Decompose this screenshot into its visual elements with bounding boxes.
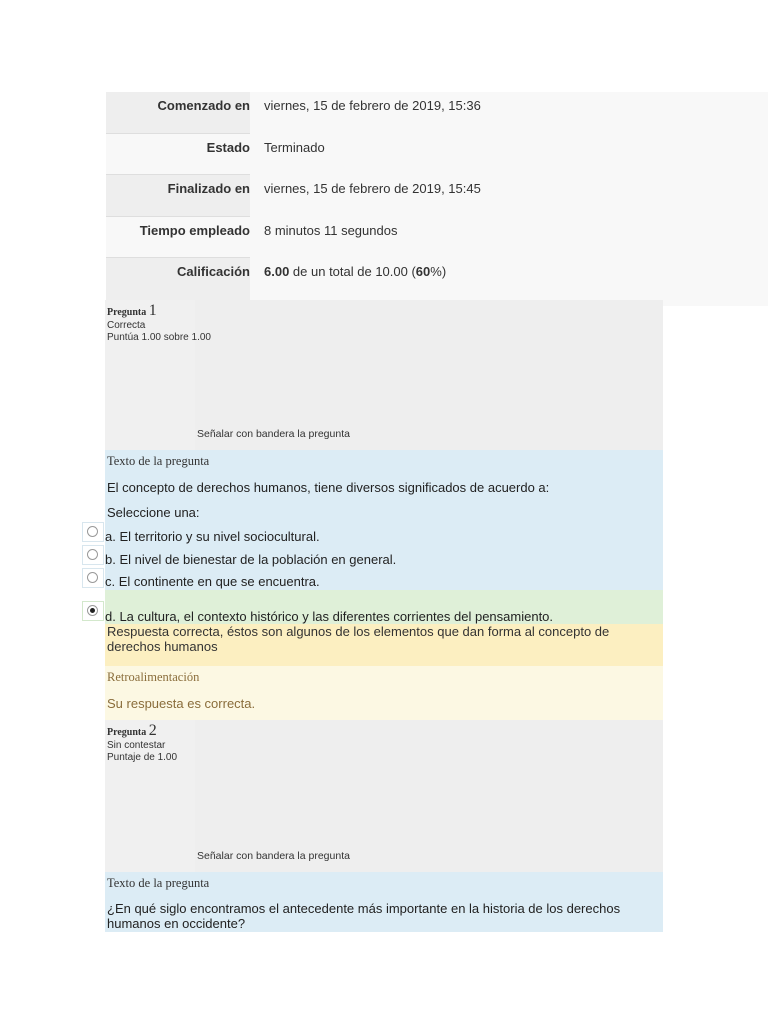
summary-label: Calificación [106, 258, 250, 300]
question-label: Pregunta [107, 727, 147, 738]
radio-wrapper [82, 522, 104, 542]
summary-row-finished [106, 175, 768, 217]
question-text-heading: Texto de la pregunta [107, 454, 210, 468]
question-2-text-panel [105, 872, 663, 932]
summary-value: 8 minutos 11 segundos [250, 217, 768, 264]
question-grade: Puntaje de 1.00 [107, 752, 178, 763]
flag-question-link[interactable]: Señalar con bandera la pregunta [197, 428, 350, 440]
feedback-text: Respuesta correcta, éstos son algunos de los elementos que dan forma al concepto de derechos humanos [107, 624, 610, 654]
question-1-info [105, 300, 663, 450]
question-number-value: 2 [148, 722, 157, 739]
retro-heading: Retroalimentación [107, 670, 200, 684]
question-1-text-panel [105, 450, 663, 590]
radio-option-b[interactable] [87, 549, 98, 560]
grade-score: 6.00 [264, 264, 290, 279]
answer-feedback [105, 624, 663, 666]
summary-label: Tiempo empleado [106, 217, 250, 258]
summary-label: Estado [106, 134, 250, 175]
summary-label: Finalizado en [106, 175, 250, 216]
summary-value [250, 258, 768, 306]
radio-option-d-selected[interactable] [87, 605, 98, 616]
question-number [107, 722, 157, 740]
question-grade: Puntúa 1.00 sobre 1.00 [107, 332, 211, 343]
option-d-label[interactable]: d. La cultura, el contexto histórico y las diferentes corrientes del pensamiento. [105, 609, 554, 624]
attempt-summary-table [106, 92, 768, 300]
question-state: Correcta [107, 320, 146, 331]
question-state: Sin contestar [107, 740, 166, 751]
summary-row-state [106, 134, 768, 176]
flag-question-link[interactable]: Señalar con bandera la pregunta [197, 850, 350, 862]
question-2-info [105, 720, 663, 872]
radio-option-a[interactable] [87, 526, 98, 537]
radio-wrapper [82, 568, 104, 588]
retro-text: Su respuesta es correcta. [107, 696, 256, 711]
summary-row-time [106, 217, 768, 259]
radio-wrapper [82, 545, 104, 565]
summary-row-grade [106, 258, 768, 300]
question-number [107, 302, 157, 320]
grade-mid: de un total de 10.00 ( [289, 264, 416, 279]
summary-value: viernes, 15 de febrero de 2019, 15:45 [250, 175, 768, 222]
grade-percent: 60 [415, 264, 431, 279]
question-text: ¿En qué siglo encontramos el antecedente más importante en la historia de los derechos humanos en occidente? [107, 901, 621, 931]
option-c-label[interactable]: c. El continente en que se encuentra. [105, 574, 320, 589]
retroalimentacion-panel [105, 666, 663, 720]
option-b-label[interactable]: b. El nivel de bienestar de la población en general. [105, 552, 397, 567]
question-number-value: 1 [148, 302, 157, 319]
summary-value: Terminado [250, 134, 768, 181]
question-text-heading: Texto de la pregunta [107, 876, 210, 890]
radio-option-c[interactable] [87, 572, 98, 583]
summary-value: viernes, 15 de febrero de 2019, 15:36 [250, 92, 768, 139]
question-label: Pregunta [107, 307, 147, 318]
grade-end: %) [430, 264, 447, 279]
question-text: El concepto de derechos humanos, tiene diversos significados de acuerdo a: [107, 480, 550, 495]
radio-wrapper [82, 601, 104, 621]
summary-label: Comenzado en [106, 92, 250, 133]
option-a-label[interactable]: a. El territorio y su nivel sociocultural. [105, 529, 320, 544]
select-one-label: Seleccione una: [107, 505, 200, 520]
summary-row-started [106, 92, 768, 134]
